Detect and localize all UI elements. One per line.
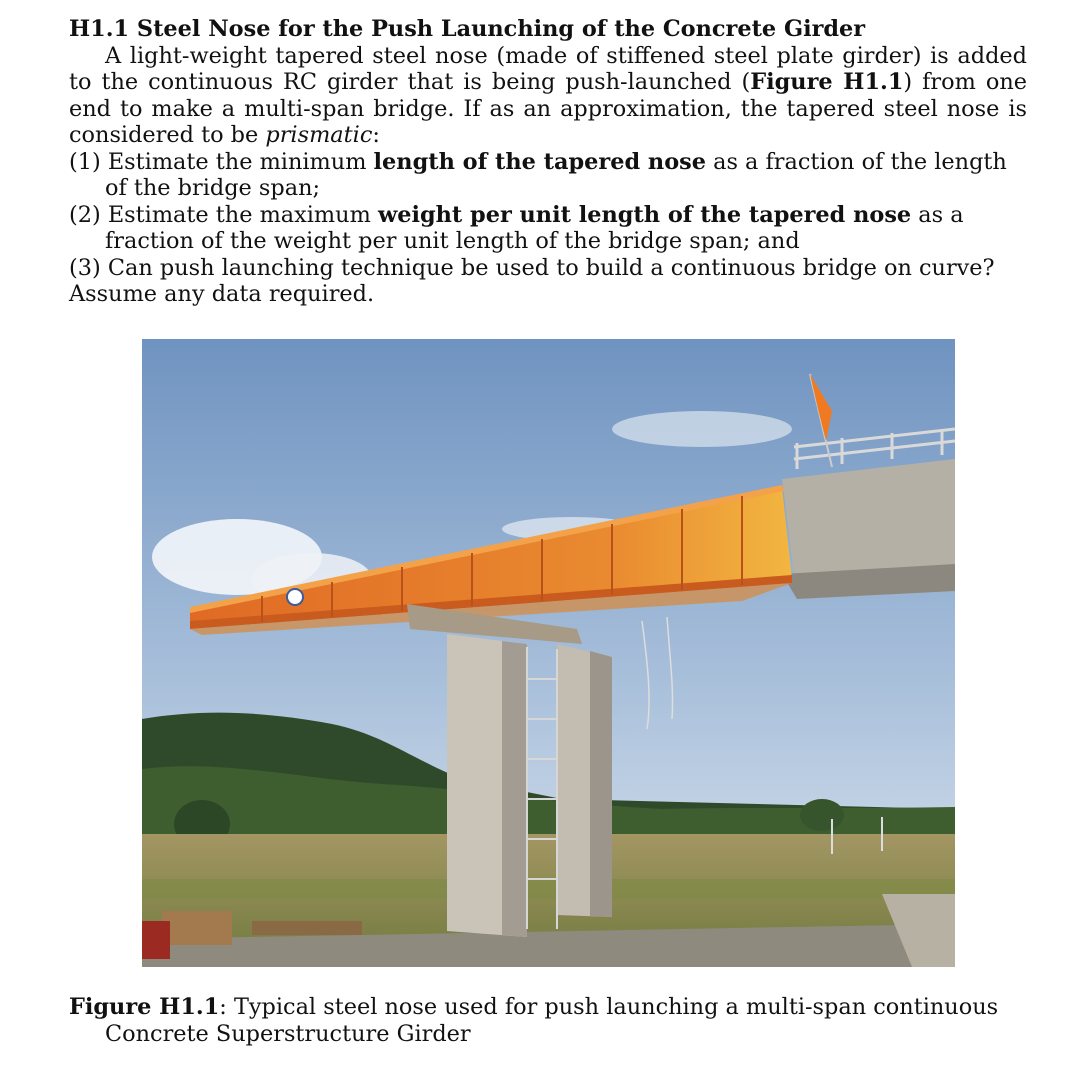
pier-column-shadow: [590, 651, 612, 917]
red-barrier: [142, 921, 170, 959]
intro-text-3: :: [372, 122, 380, 148]
question-text: Can push launching technique be used to build a continuous bridge on curve?: [100, 254, 995, 281]
intro-text-2: ) from one end to make a multi-span bridge. If as an approximation, the tapered steel nose is considered to be: [69, 69, 1027, 148]
assumption-note: Assume any data required.: [69, 281, 375, 307]
question-bold-text: weight per unit length of the tapered nose: [377, 201, 912, 228]
question-2: [69, 202, 1027, 255]
question-number: (1): [69, 148, 101, 175]
problem-text: [69, 16, 1027, 308]
timber-stack: [162, 911, 232, 945]
question-text-end: as a fraction of the length of the bridge span;: [105, 148, 1007, 201]
figure-reference: Figure H1.1: [750, 69, 904, 95]
question-text: Estimate the maximum: [100, 201, 378, 228]
section-heading: H1.1 Steel Nose for the Push Launching of the Concrete Girder: [69, 16, 866, 42]
field-strip: [142, 879, 955, 899]
question-1: [69, 149, 1027, 202]
intro-emphasis: prismatic: [265, 122, 373, 148]
tree: [800, 799, 844, 831]
pier-column-shadow: [502, 641, 527, 937]
timber-stack: [252, 921, 362, 935]
intro-paragraph: [69, 43, 1027, 149]
bridge-launching-photo: [142, 339, 955, 967]
question-number: (2): [69, 201, 101, 228]
question-3: [69, 255, 1027, 282]
caption-text: : Typical steel nose used for push launching a multi-span continuous Concrete Superstructure Girder: [105, 994, 999, 1047]
intro-text-1: A light-weight tapered steel nose (made of stiffened steel plate girder) is added to the continuous RC girder that is being push-launched (: [69, 42, 1027, 95]
caption-label: Figure H1.1: [69, 994, 220, 1020]
cloud: [612, 411, 792, 447]
figure-caption: [69, 994, 1029, 1047]
question-text-end: as a fraction of the weight per unit length of the bridge span; and: [105, 201, 964, 254]
question-text: Estimate the minimum: [100, 148, 374, 175]
question-bold-text: length of the tapered nose: [373, 148, 706, 175]
nose-emblem: [287, 589, 303, 605]
question-number: (3): [69, 254, 101, 281]
